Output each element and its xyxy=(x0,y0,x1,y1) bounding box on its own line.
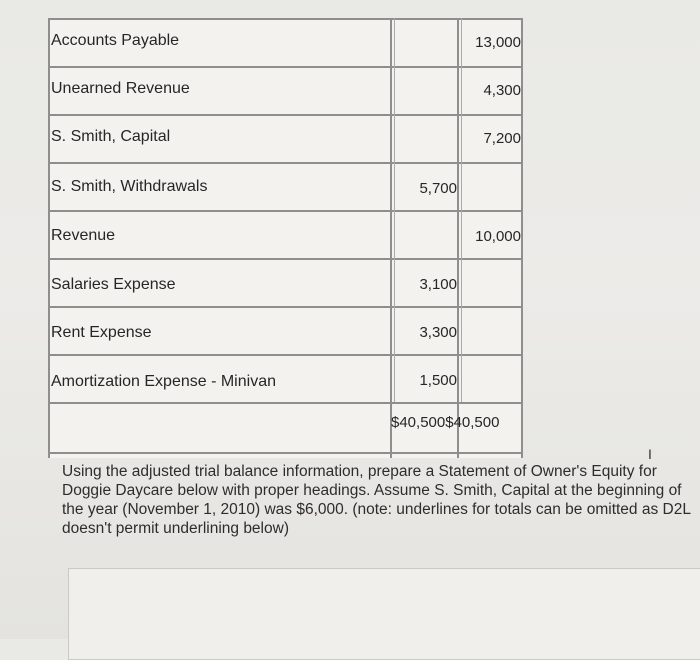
row-border xyxy=(48,452,523,454)
debit-amount: 3,300 xyxy=(419,324,457,341)
column-border xyxy=(394,18,395,402)
credit-amount: 4,300 xyxy=(483,82,521,99)
account-name: S. Smith, Capital xyxy=(51,128,171,145)
trial-balance-table xyxy=(48,18,523,458)
account-name: Amortization Expense - Minivan xyxy=(51,373,276,390)
credit-amount: 10,000 xyxy=(475,228,521,245)
totals-row xyxy=(391,414,499,431)
row-border xyxy=(48,306,523,308)
question-instructions: Using the adjusted trial balance information, prepare a Statement of Owner's Equity for Doggie Daycare below with proper headings. Assume S. Smith, Capital at the beginning of the year (November 1, 2010) was $6,000. (note: underlines for totals can be omitted as D2L doesn't permit underlining below) xyxy=(62,463,691,537)
row-border xyxy=(48,258,523,260)
column-border xyxy=(457,18,459,458)
account-name: Revenue xyxy=(51,227,116,244)
row-border xyxy=(48,402,523,404)
row-border xyxy=(48,210,523,212)
text-cursor-icon: I xyxy=(648,446,652,462)
row-border xyxy=(48,354,523,356)
column-border xyxy=(390,18,392,458)
debit-total: $40,500 xyxy=(391,414,446,431)
column-border xyxy=(48,18,50,458)
credit-amount: 13,000 xyxy=(475,34,521,51)
answer-textbox[interactable] xyxy=(68,568,700,660)
account-name: Salaries Expense xyxy=(51,276,176,293)
account-name: S. Smith, Withdrawals xyxy=(51,178,208,195)
debit-amount: 5,700 xyxy=(419,180,457,197)
credit-total: $40,500 xyxy=(445,414,500,431)
row-border xyxy=(48,114,523,116)
row-border xyxy=(48,162,523,164)
column-border xyxy=(521,18,523,458)
debit-amount: 1,500 xyxy=(419,372,457,389)
account-name: Accounts Payable xyxy=(51,32,180,49)
debit-amount: 3,100 xyxy=(419,276,457,293)
credit-amount: 7,200 xyxy=(483,130,521,147)
column-border xyxy=(461,18,462,402)
account-name: Rent Expense xyxy=(51,324,152,341)
account-name: Unearned Revenue xyxy=(51,80,190,97)
row-border xyxy=(48,18,523,20)
row-border xyxy=(48,66,523,68)
